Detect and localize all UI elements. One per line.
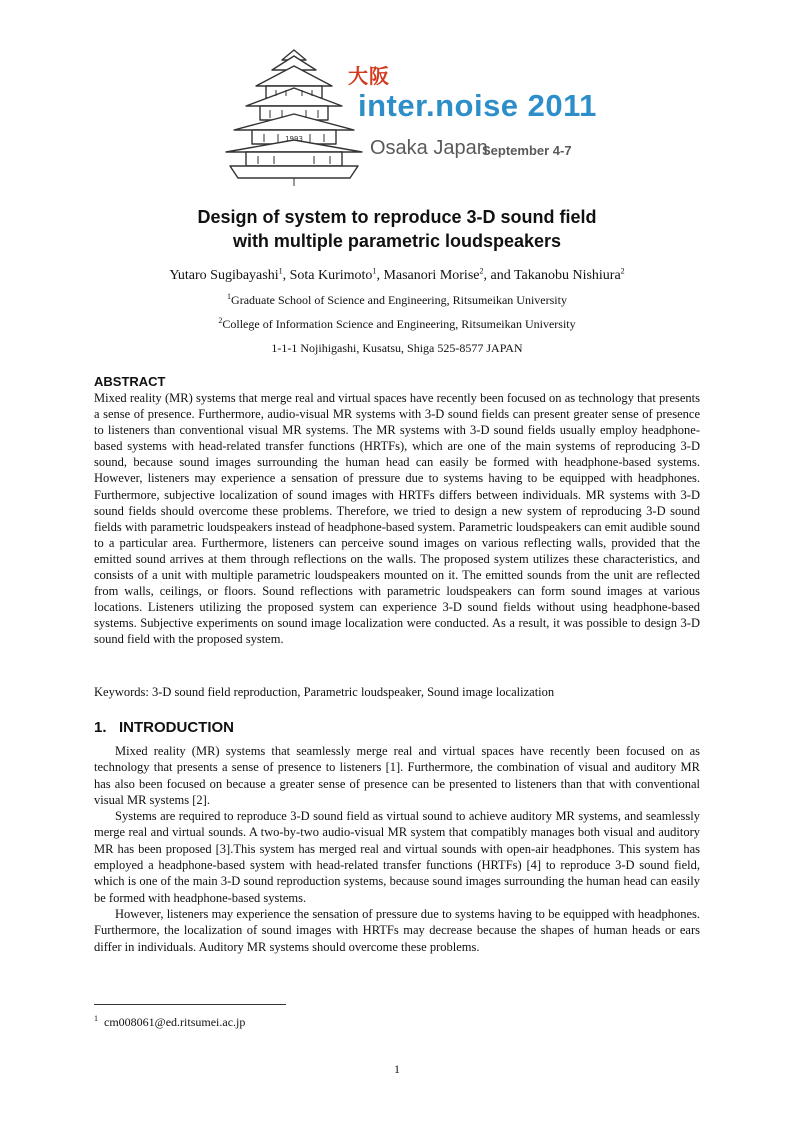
intro-paragraph-2: Systems are required to reproduce 3-D sound field as virtual sound to achieve auditory MR systems, and seamlessly merge real and virtual sounds. A two-by-two audio-visual MR system that compatibly manages both visual and auditory MR has been proposed [3].This system has merged real and virtual sounds with open-air headphones. This system has employed a headphone-based system with head-related transfer functions (HRTFs) [4] to reproduce 3-D sound field, which is one of the main 3-D sound reproduction systems, because sound images surrounding the human head can easily be formed with headphone-based systems. xyxy=(94,809,700,905)
author: Takanobu Nishiura$^2$ xyxy=(513,266,625,283)
intro-paragraph-3: However, listeners may experience the sensation of pressure due to systems having to be equipped with headphones. Furthermore, the localization of sound images with HRTFs may decrease because the shapes of human heads or ears differ in individuals. Auditory MR systems should overcome these problems. xyxy=(94,906,700,954)
author-email: cm008061@ed.ritsumei.ac.jp xyxy=(104,1015,246,1029)
abstract-heading: ABSTRACT xyxy=(94,374,166,389)
logo-kanji: 大阪 xyxy=(348,64,390,88)
conference-logo xyxy=(220,40,600,190)
abstract-body: Mixed reality (MR) systems that merge real and virtual spaces have recently been focused on as technology that presents a sense of presence. Furthermore, audio-visual MR systems with 3-D sound fields can present greater sense of presence to listeners than conventional visual MR systems. The MR systems with 3-D sound fields usually employ headphone-based systems with head-related transfer functions (HRTFs), which are one of the main systems of reproducing 3-D sound, because sound images surrounding the human head can easily be formed with headphone-based systems. However, listeners may experience a sensation of pressure due to systems having to be equipped with headphones. Furthermore, subjective localization of sound images with HRTFs differs between individuals. MR systems with 3-D sound fields should overcome these problems. Therefore, we tried to design a new system of reproducing 3-D sound fields with parametric loudspeakers instead of headphone-based system. Parametric loudspeakers can emit audible sound to a particular area. Furthermore, listeners can perceive sound images on various reflecting walls, provided that the emitted sound arrives at them through reflections on the walls. The proposed system utilizes these characteristics, and consists of a unit with multiple parametric loudspeakers mounted on it. The emitted sounds from the unit are reflected from walls, ceilings, or floors. Sound reflections with parametric loudspeakers can form sound images at various locations. Listeners utilizing the proposed system can experience 3-D sound fields without using headphone-based systems. Subjective experiments on sound image localization were conducted. As a result, it was possible to design 3-D sound field with the proposed system. xyxy=(94,391,700,647)
conference-city: Osaka Japan xyxy=(370,137,488,159)
keywords: Keywords: 3-D sound field reproduction, Parametric loudspeaker, Sound image localization xyxy=(94,685,555,699)
author: Masanori Morise$^2$, and xyxy=(383,266,514,283)
intro-body xyxy=(94,743,700,955)
paper-title xyxy=(94,205,700,253)
affiliation-1: $^1$Graduate School of Science and Engineering, Ritsumeikan University xyxy=(227,292,567,307)
castle-year: 1993 xyxy=(285,135,303,143)
title-line-1: Design of system to reproduce 3-D sound field xyxy=(197,207,597,227)
conference-dates: September 4-7 xyxy=(482,143,572,158)
intro-heading: 1. INTRODUCTION xyxy=(94,719,235,736)
affiliation-2: $^2$College of Information Science and Engineering, Ritsumeikan University xyxy=(218,316,576,331)
conference-name: inter.noise 2011 xyxy=(358,88,597,123)
title-line-2: with multiple parametric loudspeakers xyxy=(232,231,562,251)
author: Sota Kurimoto$^1$, xyxy=(289,266,384,283)
intro-paragraph-1: Mixed reality (MR) systems that seamlessly merge real and virtual spaces have recently been focused on as technology that presents a sense of presence to listeners [1]. Furthermore, the combination of visual and auditory MR has also been focused on because a greater sense of presence can be presented to listeners than that with conventional visual MR systems [2]. xyxy=(94,744,700,807)
author: Yutaro Sugibayashi$^1$, xyxy=(169,266,290,283)
footnote: $^1$ cm008061@ed.ritsumei.ac.jp xyxy=(94,1014,246,1029)
author-list xyxy=(94,266,700,284)
page-number: 1 xyxy=(394,1062,400,1076)
footnote-rule xyxy=(94,1004,286,1005)
address: 1-1-1 Nojihigashi, Kusatsu, Shiga 525-8577 JAPAN xyxy=(271,341,523,355)
